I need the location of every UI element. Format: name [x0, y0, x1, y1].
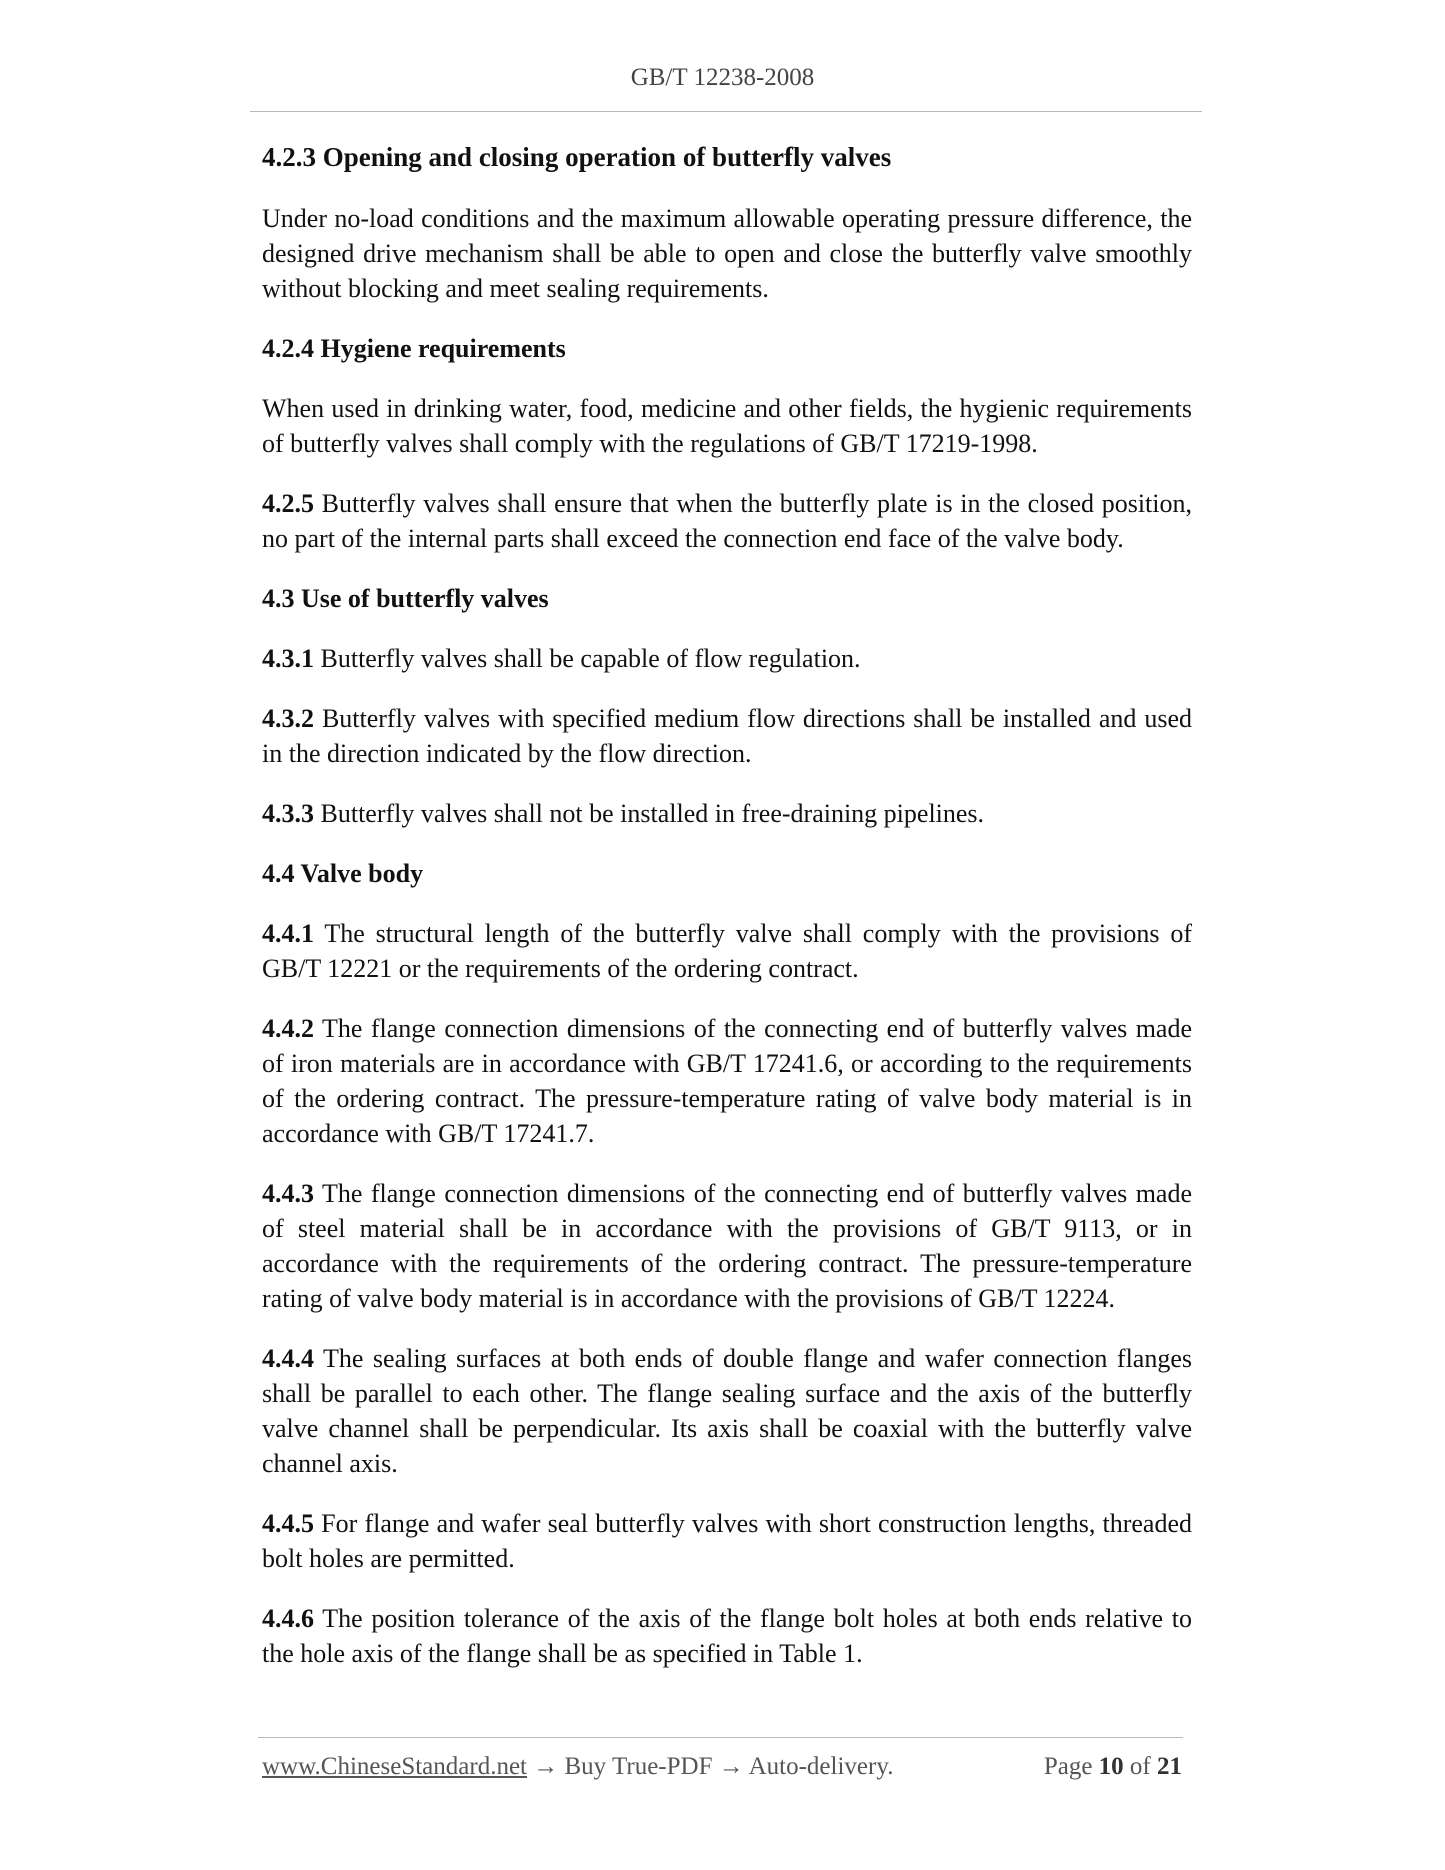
- clause-4-4-5: [262, 1506, 1192, 1576]
- footer-promo: [262, 1753, 893, 1781]
- clause-4-4-2: [262, 1011, 1192, 1151]
- clause-4-2-5: [262, 486, 1192, 556]
- clause-text: The sealing surfaces at both ends of double flange and wafer connection flanges shall be parallel to each other. The flange sealing surface and the axis of the butterfly valve channel shall be perpendicular. Its axis shall be coaxial with the butterfly valve channel axis.: [262, 1344, 1192, 1478]
- clause-4-4-4: [262, 1341, 1192, 1481]
- clause-number: 4.4.6: [262, 1604, 314, 1633]
- footer-divider: [258, 1737, 1183, 1738]
- section-heading-4-3: 4.3 Use of butterfly valves: [262, 584, 549, 613]
- page-total: 21: [1157, 1753, 1182, 1780]
- section-heading-4-2-3: 4.2.3 Opening and closing operation of butterfly valves: [262, 142, 892, 172]
- clause-4-3-1: [262, 641, 1192, 676]
- clause-4-3-3: [262, 796, 1192, 831]
- clause-number: 4.3.3: [262, 799, 314, 828]
- clause-text: The flange connection dimensions of the connecting end of butterfly valves made of iron materials are in accordance with GB/T 17241.6, or according to the requirements of the ordering contract. The pressure-temperature rating of valve body material is in accordance with GB/T 17241.7.: [262, 1014, 1192, 1148]
- clause-number: 4.4.1: [262, 919, 314, 948]
- clause-number: 4.4.3: [262, 1179, 314, 1208]
- clause-text: The position tolerance of the axis of the flange bolt holes at both ends relative to the hole axis of the flange shall be as specified in Table 1.: [262, 1604, 1192, 1668]
- page-header: [0, 64, 1445, 92]
- paragraph: Under no-load conditions and the maximum allowable operating pressure difference, the designed drive mechanism shall be able to open and close the butterfly valve smoothly without blocking and meet sealing requirements.: [262, 204, 1192, 303]
- document-id: GB/T 12238-2008: [630, 64, 815, 91]
- clause-4-3-2: [262, 701, 1192, 771]
- clause-number: 4.3.1: [262, 644, 314, 673]
- clause-text: Butterfly valves shall ensure that when the butterfly plate is in the closed position, no part of the internal parts shall exceed the connection end face of the valve body.: [262, 489, 1192, 553]
- section-heading-4-4: 4.4 Valve body: [262, 859, 424, 888]
- clause-text: Butterfly valves shall be capable of flow regulation.: [314, 644, 861, 673]
- clause-text: The flange connection dimensions of the connecting end of butterfly valves made of steel material shall be in accordance with the provisions of GB/T 9113, or in accordance with the requirements of the ordering contract. The pressure-temperature rating of valve body material is in accordance with the provisions of GB/T 12224.: [262, 1179, 1192, 1313]
- clause-4-4-6: [262, 1601, 1192, 1671]
- page-label: Page: [1043, 1753, 1099, 1780]
- clause-text: Butterfly valves with specified medium flow directions shall be installed and used in the direction indicated by the flow direction.: [262, 704, 1192, 768]
- clause-text: For flange and wafer seal butterfly valves with short construction lengths, threaded bolt holes are permitted.: [262, 1509, 1192, 1573]
- page-number: [1044, 1753, 1182, 1781]
- page-of: of: [1123, 1753, 1157, 1780]
- header-divider: [250, 111, 1202, 112]
- clause-text: The structural length of the butterfly valve shall comply with the provisions of GB/T 12221 or the requirements of the ordering contract.: [262, 919, 1192, 983]
- clause-number: 4.4.2: [262, 1014, 314, 1043]
- clause-number: 4.3.2: [262, 704, 314, 733]
- document-body: [262, 140, 1192, 1696]
- website-link[interactable]: www.ChineseStandard.net: [262, 1753, 527, 1780]
- footer-promo-text: → Buy True-PDF → Auto-delivery.: [527, 1753, 894, 1780]
- clause-text: Butterfly valves shall not be installed in free-draining pipelines.: [314, 799, 985, 828]
- section-heading-4-2-4: 4.2.4 Hygiene requirements: [262, 334, 566, 363]
- clause-number: 4.2.5: [262, 489, 314, 518]
- page-current: 10: [1098, 1753, 1124, 1780]
- clause-number: 4.4.5: [262, 1509, 314, 1538]
- clause-4-4-1: [262, 916, 1192, 986]
- clause-number: 4.4.4: [262, 1344, 314, 1373]
- clause-4-4-3: [262, 1176, 1192, 1316]
- paragraph: When used in drinking water, food, medicine and other fields, the hygienic requirements of butterfly valves shall comply with the regulations of GB/T 17219-1998.: [262, 394, 1192, 458]
